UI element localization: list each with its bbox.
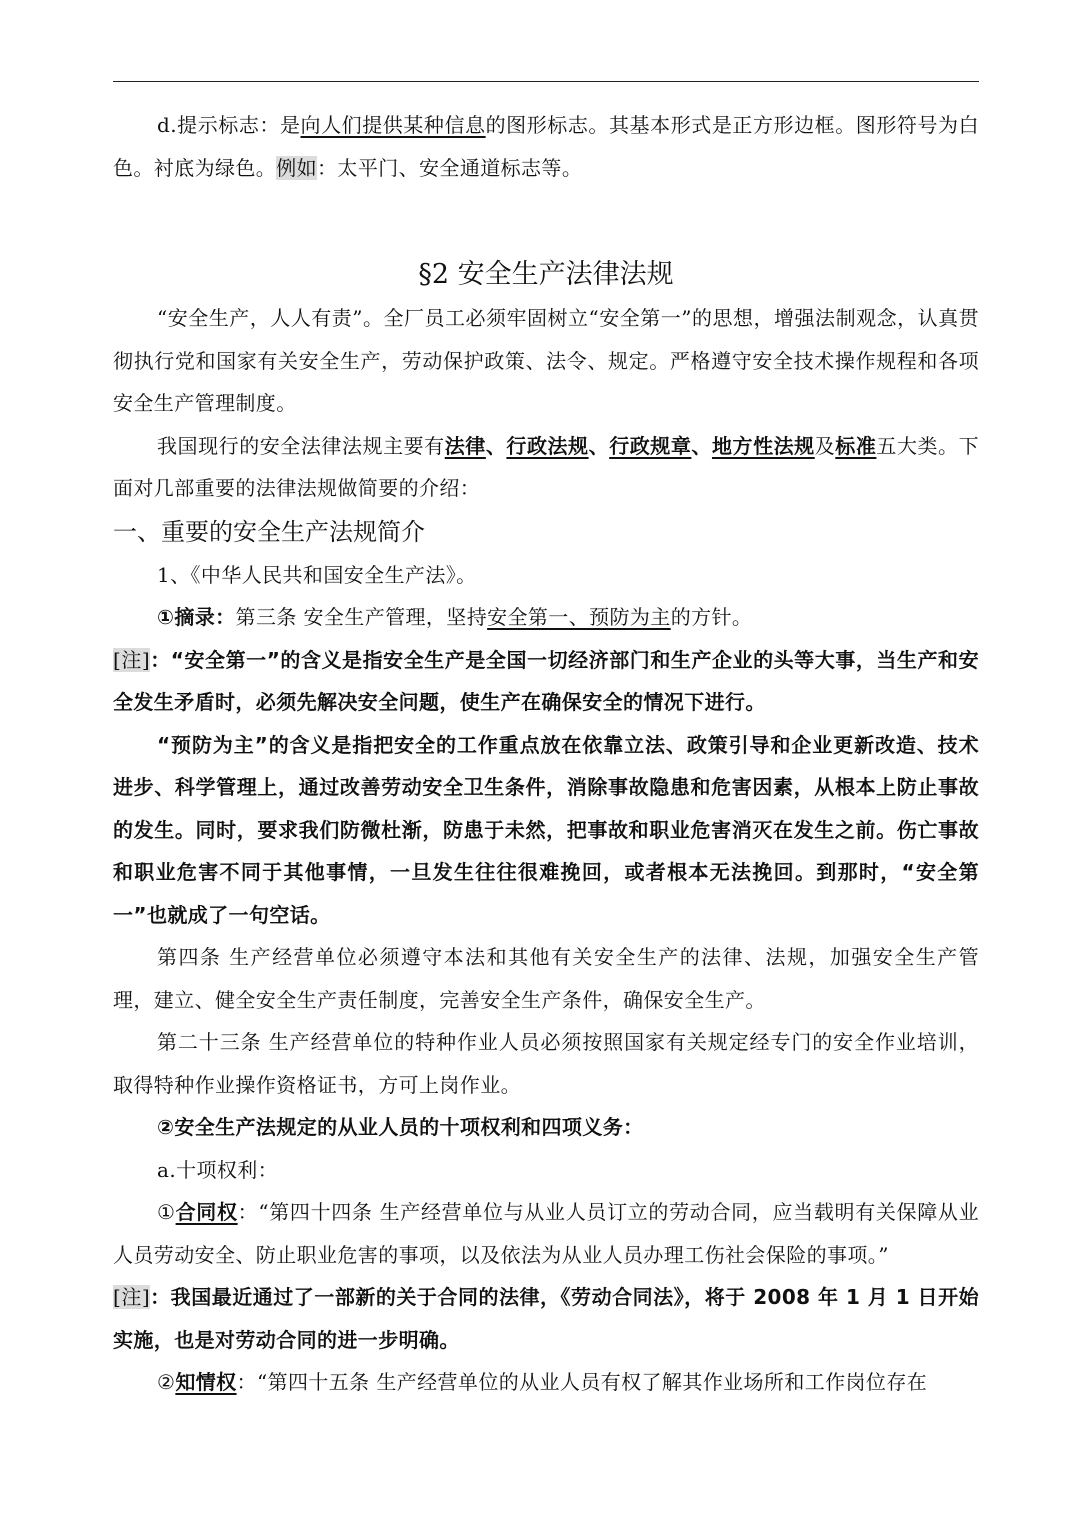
law-type-term: 行政法规 — [506, 433, 589, 458]
note-text: ：我国最近通过了一部新的关于合同的法律，《劳动合同法》，将于 2008 年 1 月 1 日开始实施，也是对劳动合同的进一步明确。 — [113, 1285, 979, 1352]
note-text: ：“安全第一”的含义是指安全生产是全国一切经济部门和生产企业的头等大事，当生产和安全发生矛盾时，必须先解决安全问题，使生产在确保安全的情况下进行。 — [113, 647, 979, 714]
separator: 及 — [814, 433, 836, 458]
text-run: ：“第四十四条 生产经营单位与从业人员订立的劳动合同，应当载明有关保障从业人员劳动安全、防止职业危害的事项，以及依法为从业人员办理工伤社会保险的事项。” — [113, 1200, 979, 1267]
law-type-term: 地方性法规 — [711, 433, 815, 458]
paragraph-excerpt — [113, 596, 979, 639]
right-name: 知情权 — [175, 1370, 237, 1394]
note-tag: [注] — [113, 1285, 151, 1309]
text-run: ：“第四十五条 生产经营单位的从业人员有权了解其作业场所和工作岗位存在 — [236, 1370, 928, 1394]
text-run: 第三条 安全生产管理，坚持 — [235, 605, 488, 629]
note-safety-first — [113, 639, 979, 724]
heading-important-laws: 一、重要的安全生产法规简介 — [113, 517, 425, 546]
law-type-term: 标准 — [835, 433, 877, 458]
underlined-phrase: 向人们提供某种信息 — [300, 113, 486, 137]
note-tag: [注] — [113, 647, 151, 672]
list-number: ② — [157, 1370, 176, 1394]
right-name: 合同权 — [175, 1200, 238, 1224]
item-safety-law: 1、《中华人民共和国安全生产法》。 — [157, 562, 477, 587]
rights-subtitle: a.十项权利： — [157, 1157, 279, 1182]
paragraph-law-categories — [113, 425, 979, 510]
right-information — [113, 1361, 979, 1404]
rights-title: ②安全生产法规定的从业人员的十项权利和四项义务： — [157, 1115, 644, 1139]
law-type-term: 法律 — [444, 433, 486, 458]
highlighted-phrase: 例如 — [276, 155, 318, 180]
list-number: ① — [157, 1200, 176, 1224]
separator: 、 — [485, 433, 507, 458]
section-title: §2 安全生产法律法规 — [418, 259, 674, 290]
paragraph-article-23: 第二十三条 生产经营单位的特种作业人员必须按照国家有关规定经专门的安全作业培训，取得特种作业操作资格证书，方可上岗作业。 — [113, 1030, 979, 1097]
document-body — [113, 100, 979, 1404]
separator: 、 — [588, 433, 610, 458]
excerpt-label: ①摘录： — [157, 605, 236, 629]
text-run: 我国现行的安全法律法规主要有 — [157, 433, 445, 458]
text-run: 的方针。 — [670, 605, 753, 629]
text-run: 五大类。下面对几部重要的法律法规做简要的介绍： — [113, 433, 980, 500]
paragraph-intro: “安全生产，人人有责”。全厂员工必须牢固树立“安全第一”的思想，增强法制观念，认真贯彻执行党和国家有关安全生产，劳动保护政策、法令、规定。严格遵守安全技术操作规程和各项安全生产管理制度。 — [113, 306, 979, 415]
note-prevention-first: “预防为主”的含义是指把安全的工作重点放在依靠立法、政策引导和企业更新改造、技术进步、科学管理上，通过改善劳动安全卫生条件，消除事故隐患和危害因素，从根本上防止事故的发生。同时，要求我们防微杜渐，防患于未然，把事故和职业危害消灭在发生之前。伤亡事故和职业危害不同于其他事情，一旦发生往往很难挽回，或者根本无法挽回。到那时，“安全第一”也就成了一句空话。 — [113, 732, 979, 927]
law-type-term: 行政规章 — [609, 433, 692, 458]
right-contract — [113, 1191, 979, 1276]
paragraph-sign-d — [113, 104, 979, 189]
text-run: 的图形标志。其基本形式是正方形边框。图形符号为白色。衬底为绿色。 — [113, 113, 979, 180]
text-run: ：太平门、安全通道标志等。 — [317, 155, 583, 180]
note-labor-contract-law — [113, 1276, 979, 1361]
separator: 、 — [691, 433, 712, 458]
header-rule — [113, 81, 979, 82]
underlined-phrase: 安全第一、预防为主 — [487, 605, 671, 629]
paragraph-article-4: 第四条 生产经营单位必须遵守本法和其他有关安全生产的法律、法规，加强安全生产管理，建立、健全安全生产责任制度，完善安全生产条件，确保安全生产。 — [113, 945, 979, 1012]
text-run: d.提示标志：是 — [157, 113, 301, 137]
